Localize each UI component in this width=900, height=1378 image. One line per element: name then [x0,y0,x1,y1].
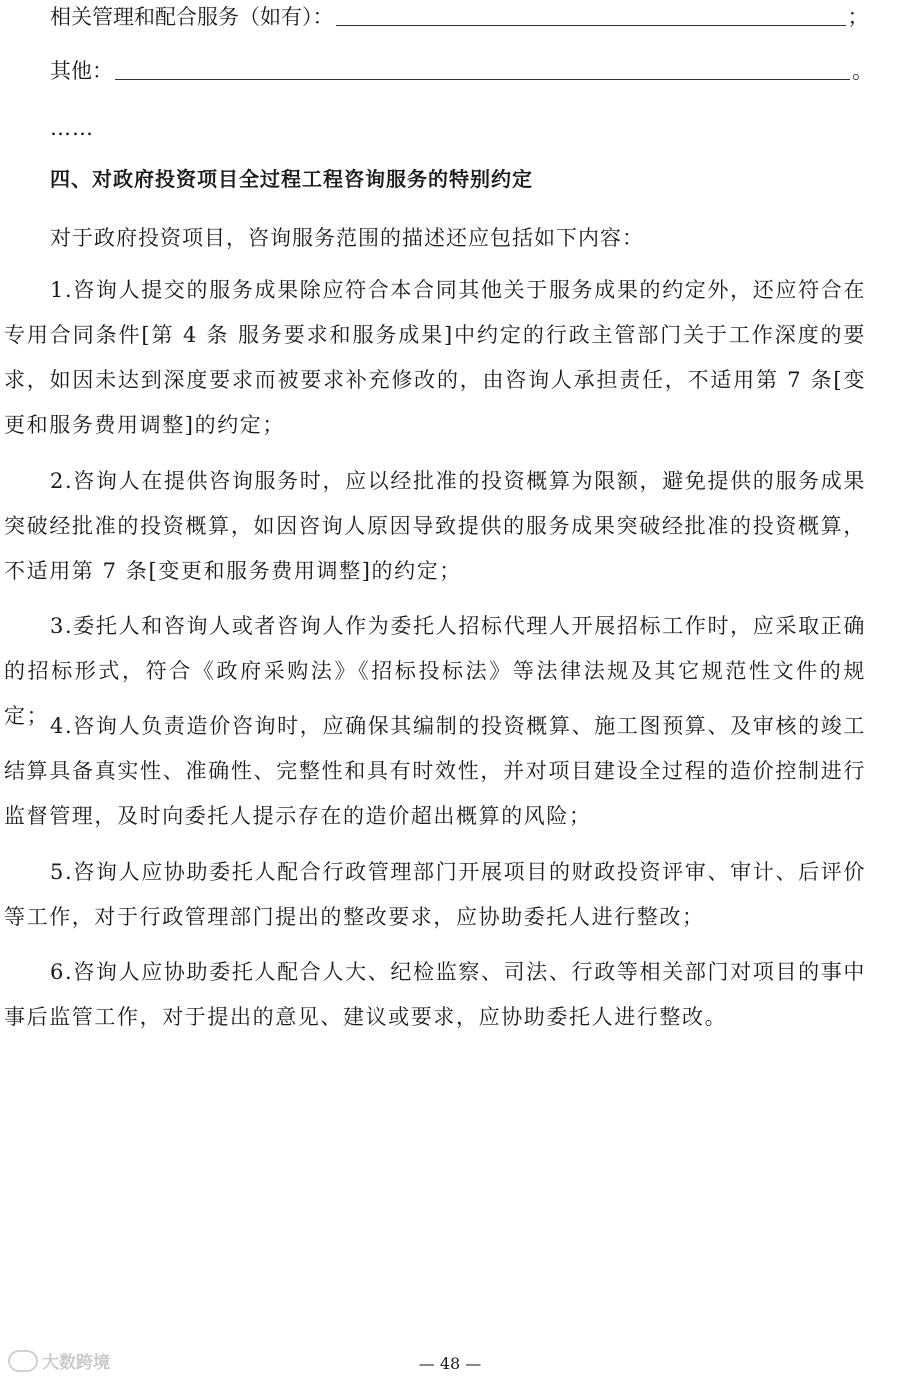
watermark-text: 大数跨境 [42,1353,110,1373]
blank-field [115,57,850,80]
section-heading: 四、对政府投资项目全过程工程咨询服务的特别约定 [50,167,533,191]
blank-field [336,3,846,26]
clause-2: 2.咨询人在提供咨询服务时，应以经批准的投资概算为限额，避免提供的服务成果突破经批准的投资概算，如因咨询人原因导致提供的服务成果突破经批准的投资概算，不适用第 7 条[变更和服务费用调整]的约定； [4,469,866,583]
clause-3: 3.委托人和咨询人或者咨询人作为委托人招标代理人开展招标工作时，应采取正确的招标形式，符合《政府采购法》《招标投标法》等法律法规及其它规范性文件的规定； [4,614,866,728]
fill-line-end: 。 [852,59,873,83]
fill-line-other [50,56,873,86]
fill-line-management [50,2,869,32]
clause-6: 6.咨询人应协助委托人配合人大、纪检监察、司法、行政等相关部门对项目的事中事后监管工作，对于提出的意见、建议或要求，应协助委托人进行整改。 [4,960,866,1029]
intro-paragraph: 对于政府投资项目，咨询服务范围的描述还应包括如下内容： [50,226,644,250]
ellipsis: …… [50,116,94,140]
fill-line-label: 相关管理和配合服务（如有）： [50,5,334,29]
fill-line-label: 其他： [50,59,113,83]
clause-1: 1.咨询人提交的服务成果除应符合本合同其他关于服务成果的约定外，还应符合在专用合同条件[第 4 条 服务要求和服务成果]中约定的行政主管部门关于工作深度的要求，如因未达到深度要求而被要求补充修改的，由咨询人承担责任，不适用第 7 条[变更和服务费用调整]的约定； [4,278,866,437]
fill-line-end: ； [847,5,869,29]
page-number: — 48 — [418,1354,482,1373]
clause-5: 5.咨询人应协助委托人配合行政管理部门开展项目的财政投资评审、审计、后评价等工作，对于行政管理部门提出的整改要求，应协助委托人进行整改； [4,860,866,929]
clause-4: 4.咨询人负责造价咨询时，应确保其编制的投资概算、施工图预算、及审核的竣工结算具备真实性、准确性、完整性和具有时效性，并对项目建设全过程的造价控制进行监督管理，及时向委托人提示存在的造价超出概算的风险； [4,714,866,828]
